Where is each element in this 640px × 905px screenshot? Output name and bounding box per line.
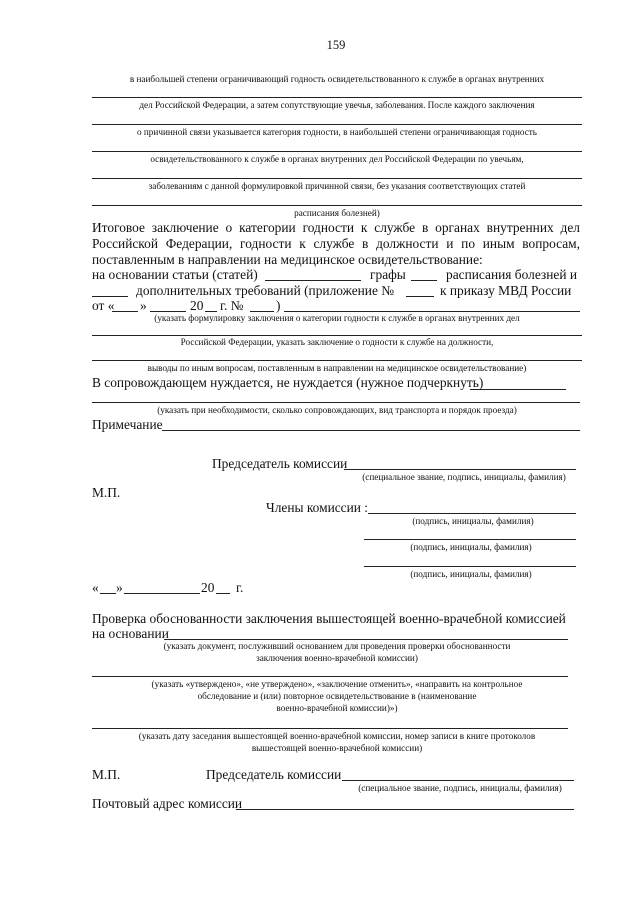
- review-basis-label: на основании: [92, 626, 169, 641]
- top-line-6: расписания болезней): [294, 208, 380, 218]
- note-label: Примечание: [92, 417, 163, 432]
- review-decision-hint-1: (указать «утверждено», «не утверждено», «заключение отменить», «направить на контрольное: [151, 679, 523, 689]
- rule: [92, 205, 582, 206]
- date-open-quote: от «: [92, 298, 115, 313]
- member-3-hint: (подпись, инициалы, фамилия): [410, 569, 532, 579]
- order-year-field[interactable]: [205, 311, 217, 312]
- review-decision-field[interactable]: [92, 676, 568, 677]
- conclusion-field-3[interactable]: [92, 360, 582, 361]
- escort-text: В сопровождающем нуждается, не нуждается (нужное подчеркнуть): [92, 375, 484, 390]
- member-2-signature-field[interactable]: [364, 539, 576, 540]
- review-stamp: М.П.: [92, 767, 121, 782]
- review-title: Проверка обоснованности заключения вышестоящей военно-врачебной комиссией: [92, 611, 566, 626]
- member-1-hint: (подпись, инициалы, фамилия): [412, 516, 534, 526]
- review-meeting-field[interactable]: [92, 728, 568, 729]
- requirements-field[interactable]: [92, 296, 128, 297]
- basis-appendix-label: дополнительных требований (приложение №: [136, 283, 395, 298]
- review-chairman-label: Председатель комиссии: [206, 767, 342, 782]
- basis-articles-label: на основании статьи (статей): [92, 267, 258, 282]
- page-number: 159: [326, 38, 346, 52]
- final-conclusion-line-2: Российской Федерации, годности к службе в должности и по иным вопросам,: [92, 236, 580, 251]
- final-conclusion-line-3: поставленным в направлении на медицинское освидетельствование:: [92, 252, 483, 267]
- escort-hint: (указать при необходимости, сколько сопровождающих, вид транспорта и порядок проезда): [157, 405, 517, 415]
- appendix-number-field[interactable]: [406, 296, 434, 297]
- column-field[interactable]: [411, 280, 437, 281]
- top-line-1: в наибольшей степени ограничивающий годность освидетельствованного к службе в органах внутренних: [129, 74, 545, 84]
- top-line-5: заболеваниям с данной формулировкой причинной связи, без указания соответствующих статей: [148, 181, 526, 191]
- date-close-quote: »: [140, 298, 147, 313]
- order-month-field[interactable]: [150, 311, 186, 312]
- member-3-signature-field[interactable]: [364, 566, 576, 567]
- top-line-4: освидетельствованного к службе в органах внутренних дел Российской Федерации по увечьям,: [150, 154, 524, 164]
- order-close-paren: ): [276, 298, 281, 313]
- chairman-hint: (специальное звание, подпись, инициалы, фамилия): [362, 472, 566, 482]
- final-conclusion-line-1: Итоговое заключение о категории годности к службе в органах внутренних дел: [92, 220, 580, 235]
- member-1-signature-field[interactable]: [368, 513, 576, 514]
- date-year-field[interactable]: [216, 593, 230, 594]
- postal-address-label: Почтовый адрес комиссии: [92, 796, 243, 811]
- review-basis-hint-1: (указать документ, послуживший основанием для проведения проверки обоснованности: [163, 641, 511, 651]
- postal-address-field[interactable]: [236, 809, 574, 810]
- date-month-field[interactable]: [124, 593, 200, 594]
- basis-schedule-label: расписания болезней и: [446, 267, 578, 282]
- top-line-3: о причинной связи указывается категория годности, в наибольшей степени ограничивающая годность: [137, 127, 537, 137]
- article-field[interactable]: [265, 280, 361, 281]
- rule: [92, 124, 582, 125]
- chairman-signature-field[interactable]: [344, 469, 576, 470]
- review-meeting-hint-2: вышестоящей военно-врачебной комиссии): [251, 743, 423, 753]
- escort-field[interactable]: [470, 389, 566, 390]
- rule: [92, 151, 582, 152]
- escort-details-field[interactable]: [92, 402, 580, 403]
- conclusion-hint-2: Российской Федерации, указать заключение о годности к службе на должности,: [180, 337, 494, 347]
- review-meeting-hint-1: (указать дату заседания вышестоящей военно-врачебной комиссии, номер записи в книге протоколов: [138, 731, 536, 741]
- date-day-field[interactable]: [100, 593, 116, 594]
- note-field[interactable]: [162, 430, 580, 431]
- conclusion-field-2[interactable]: [92, 335, 582, 336]
- top-line-2: дел Российской Федерации, а затем сопутствующие увечья, заболевания. После каждого заключения: [139, 100, 535, 110]
- order-number-label: г. №: [220, 298, 244, 313]
- members-label: Члены комиссии :: [266, 500, 369, 515]
- order-year-prefix: 20: [190, 298, 204, 313]
- basis-order-label: к приказу МВД России: [440, 283, 572, 298]
- date-suffix: г.: [236, 580, 244, 595]
- review-decision-hint-3: военно-врачебной комиссии)»): [276, 703, 398, 713]
- review-decision-hint-2: обследование и (или) повторное освидетельствование в (наименование: [197, 691, 477, 701]
- date-open: «: [92, 580, 99, 595]
- chairman-label: Председатель комиссии: [212, 456, 348, 471]
- conclusion-field[interactable]: [284, 311, 580, 312]
- review-chairman-signature-field[interactable]: [342, 780, 574, 781]
- member-2-hint: (подпись, инициалы, фамилия): [410, 542, 532, 552]
- conclusion-hint-1: (указать формулировку заключения о категории годности к службе в органах внутренних дел: [154, 313, 520, 323]
- review-basis-hint-2: заключения военно-врачебной комиссии): [256, 653, 418, 663]
- order-number-field[interactable]: [250, 311, 274, 312]
- review-basis-field[interactable]: [164, 639, 568, 640]
- rule: [92, 97, 582, 98]
- rule: [92, 178, 582, 179]
- conclusion-hint-3: выводы по иным вопросам, поставленным в направлении на медицинское освидетельствование): [147, 363, 527, 373]
- stamp-label: М.П.: [92, 485, 121, 500]
- review-chairman-hint: (специальное звание, подпись, инициалы, фамилия): [358, 783, 562, 793]
- order-day-field[interactable]: [112, 311, 138, 312]
- basis-column-label: графы: [370, 267, 406, 282]
- date-close: »: [116, 580, 123, 595]
- date-year-prefix: 20: [201, 580, 215, 595]
